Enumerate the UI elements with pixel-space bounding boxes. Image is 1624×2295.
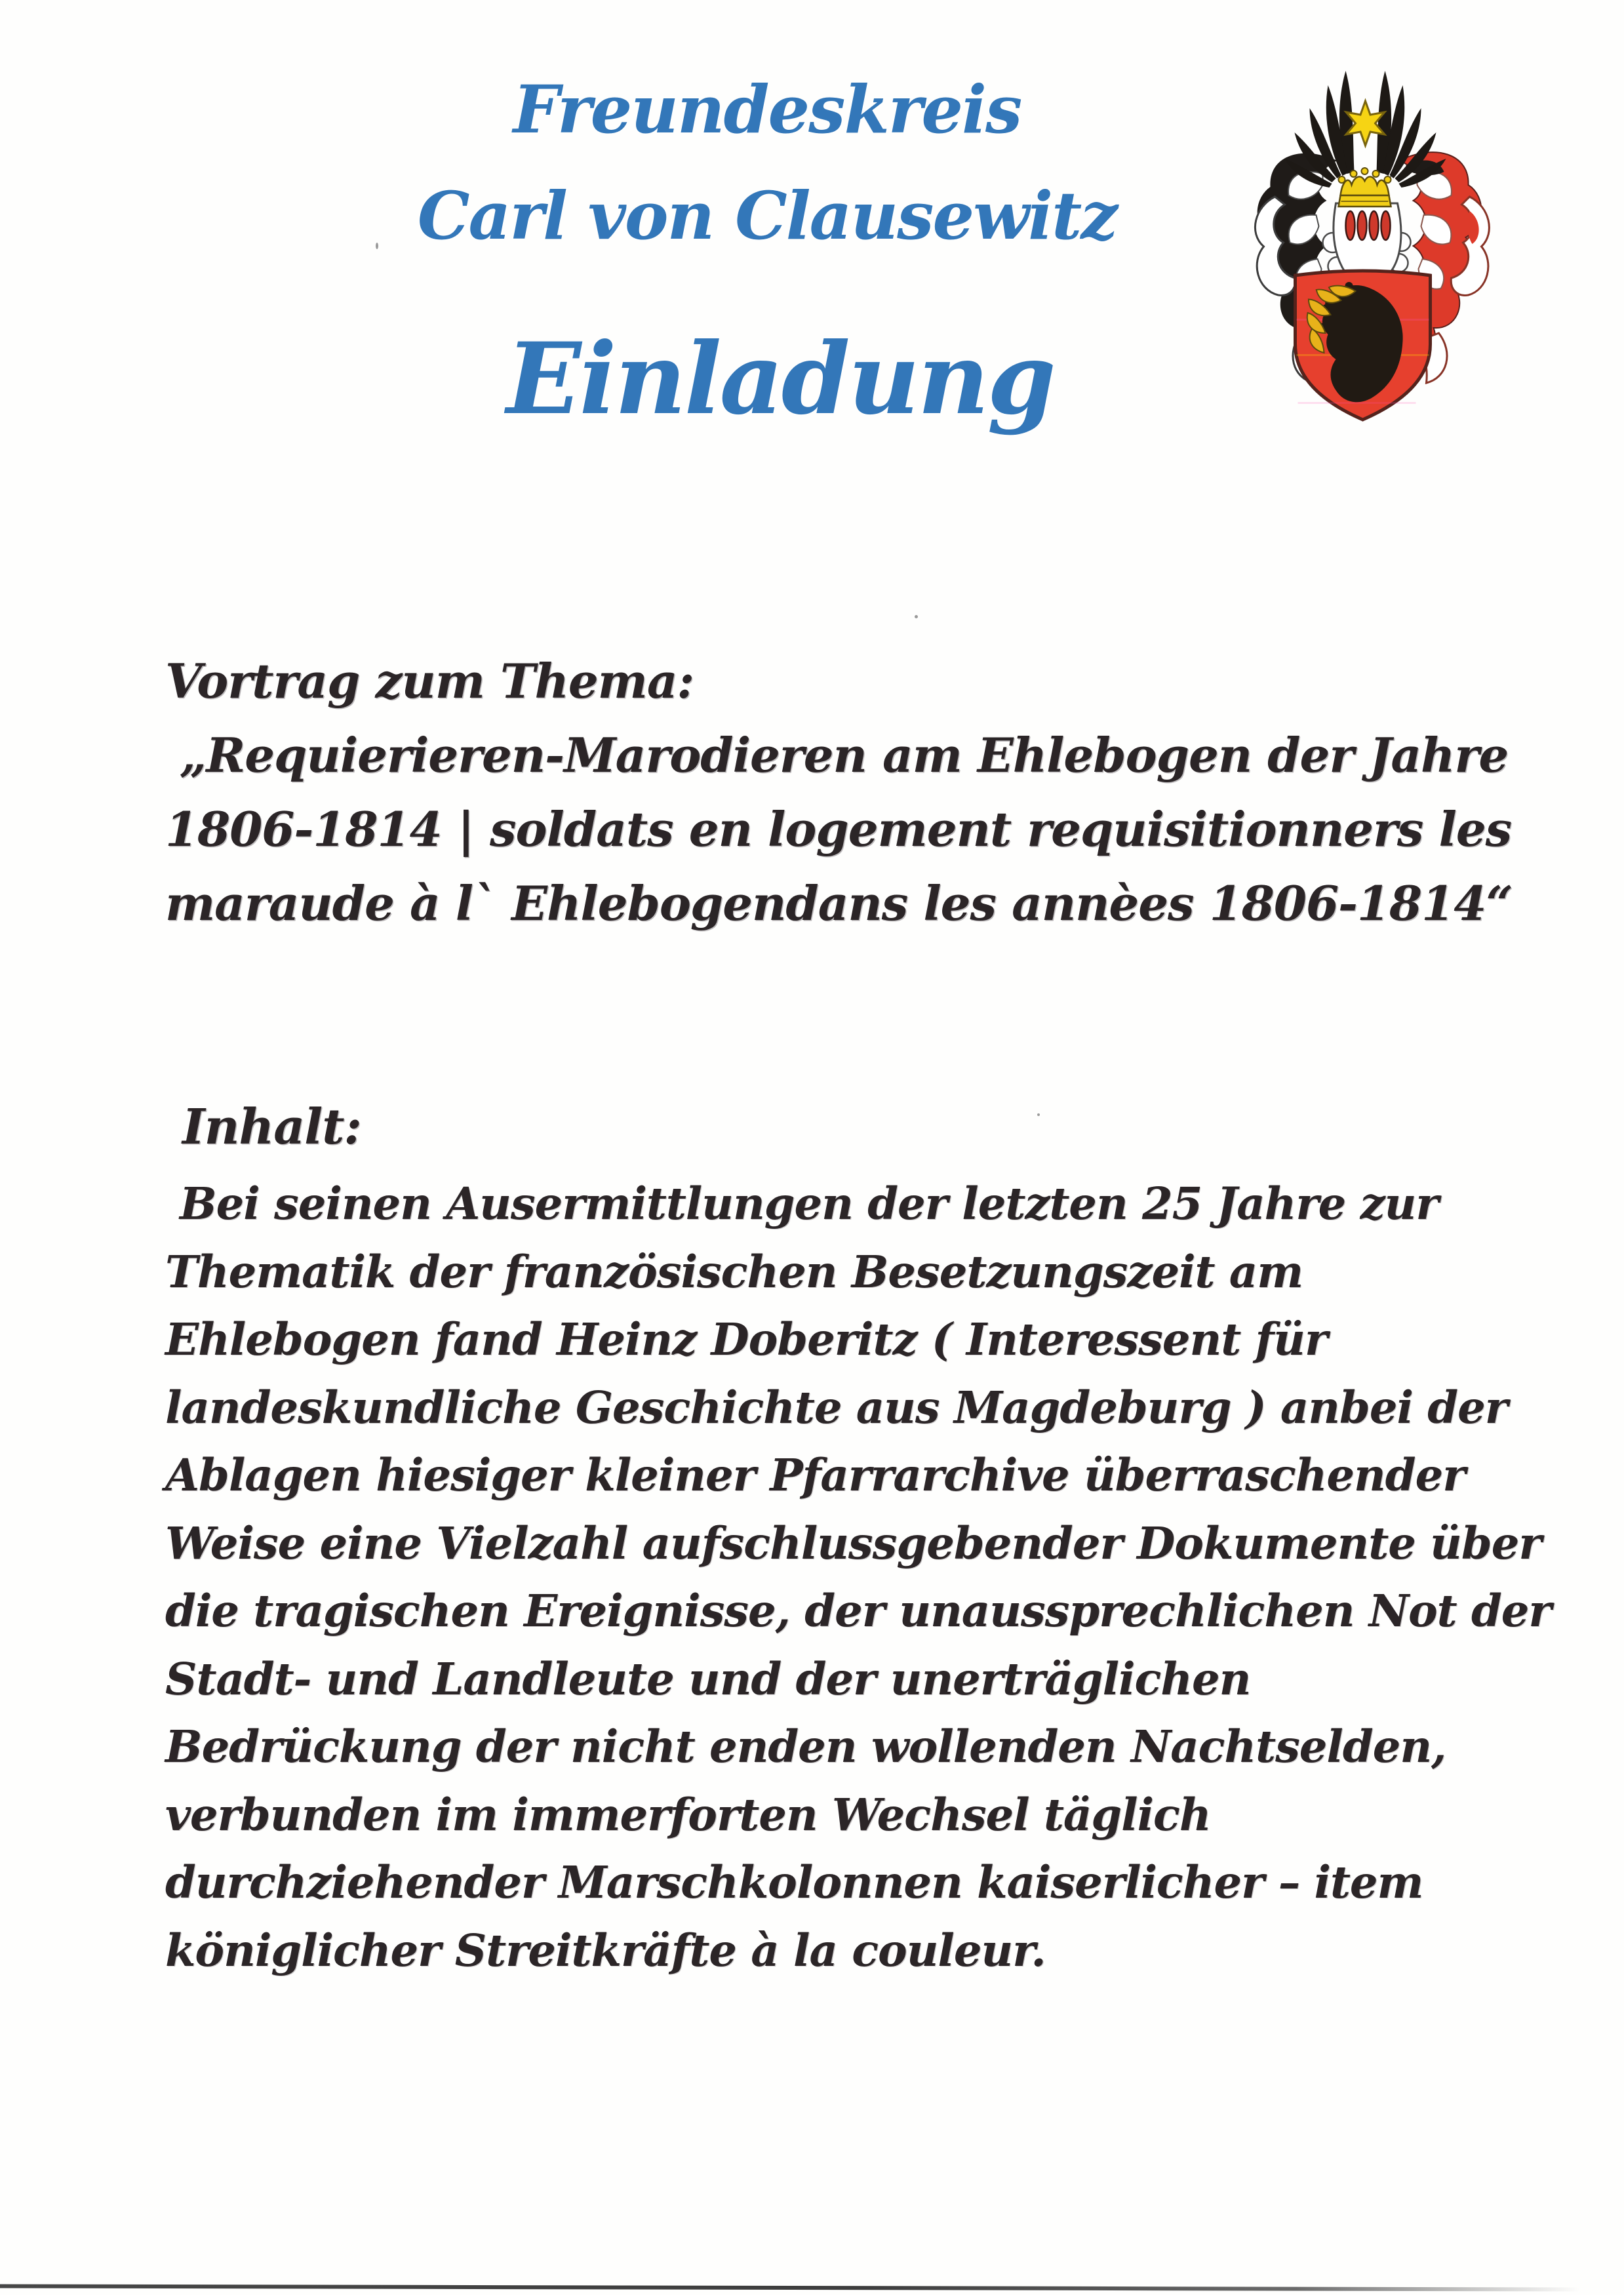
content-line: die tragischen Ereignisse, der unaussprechlichen Not der (165, 1585, 1551, 1637)
content-paragraph (165, 1170, 1568, 1984)
content-line: Ehlebogen fand Heinz Doberitz ( Interessent für (165, 1313, 1328, 1365)
content-line: Stadt- und Landleute und der unerträglichen (165, 1652, 1251, 1705)
lecture-title-line2: 1806-1814 | soldats en logement requisitionners les (165, 801, 1512, 857)
content-heading: Inhalt: (182, 1099, 361, 1155)
content-line: Weise eine Vielzahl aufschlussgebender Dokumente über (165, 1517, 1541, 1569)
content-line: landeskundliche Geschichte aus Magdeburg ) anbei der (165, 1381, 1508, 1433)
content-line: Bei seinen Ausermittlungen der letzten 25 Jahre zur (180, 1178, 1438, 1229)
content-line: Bedrückung der nicht enden wollenden Nachtselden, (165, 1721, 1446, 1772)
page-title: Einladung (506, 321, 1054, 437)
org-name-line2: Carl von Clausewitz (417, 177, 1117, 254)
scan-edge-line (0, 2284, 1580, 2291)
content-line: königlicher Streitkräfte à la couleur. (165, 1924, 1046, 1976)
lecture-title-line3: maraude à l` Ehlebogendans les annèes 1806-1814“ (165, 875, 1513, 931)
content-line: Ablagen hiesiger kleiner Pfarrarchive überraschender (165, 1449, 1465, 1501)
scan-speck (1037, 1113, 1040, 1116)
lecture-title-line1: „Requierieren-Marodieren am Ehlebogen der Jahre (180, 727, 1509, 783)
content-line: durchziehender Marschkolonnen kaiserlicher – item (165, 1856, 1423, 1908)
content-line: Thematik der französischen Besetzungszeit am (165, 1245, 1303, 1298)
lecture-topic-block (165, 644, 1542, 940)
content-line: verbunden im immerforten Wechsel täglich (165, 1788, 1211, 1841)
scan-speck (376, 243, 378, 249)
wing-right (1377, 71, 1446, 188)
org-name-line1: Freundeskreis (513, 71, 1021, 148)
scan-speck (915, 615, 918, 618)
lecture-heading: Vortrag zum Thema: (165, 653, 694, 709)
